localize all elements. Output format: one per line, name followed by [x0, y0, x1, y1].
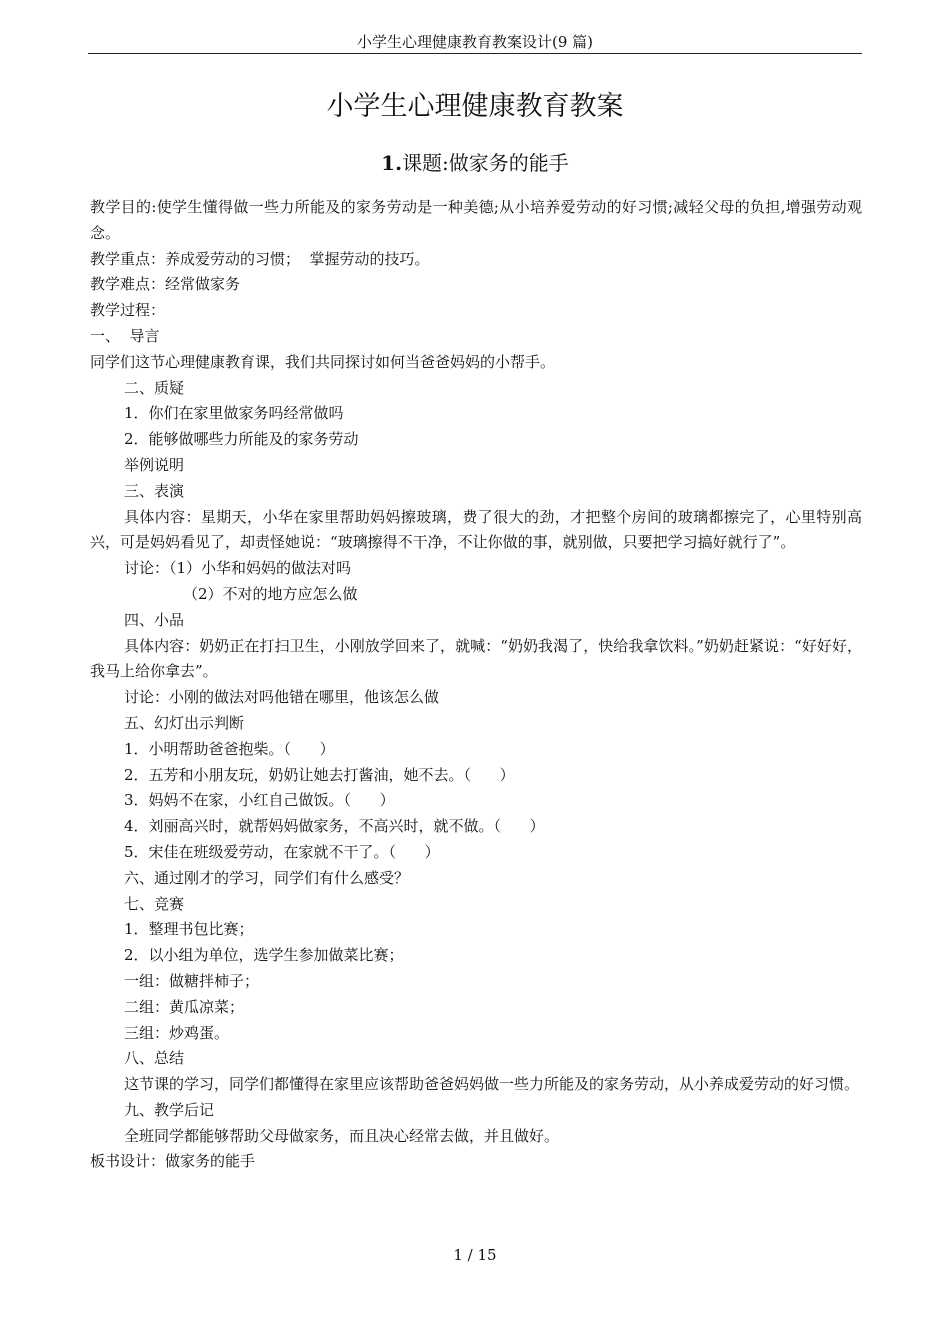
paragraph: 九、教学后记	[124, 1100, 215, 1119]
paragraph: 这节课的学习，同学们都懂得在家里应该帮助爸爸妈妈做一些力所能及的家务劳动，从小养成爱劳动的好习惯。	[124, 1075, 860, 1094]
paragraph: 四、小品	[124, 610, 185, 629]
paragraph: 5．宋佳在班级爱劳动，在家就不干了。（ ）	[124, 842, 440, 861]
paragraph: 一、 导言	[90, 326, 160, 345]
paragraph: 七、竞赛	[124, 894, 185, 913]
document-title: 小学生心理健康教育教案	[326, 91, 624, 122]
paragraph: 1．小明帮助爸爸抱柴。（ ）	[124, 739, 335, 758]
paragraph: （2）不对的地方应怎么做	[183, 584, 358, 603]
paragraph: 八、总结	[124, 1049, 185, 1068]
lesson-title-text: 课题:做家务的能手	[402, 151, 569, 175]
lesson-title	[0, 150, 950, 176]
paragraph: 2．以小组为单位，选学生参加做菜比赛；	[124, 946, 404, 965]
paragraph: 全班同学都能够帮助父母做家务，而且决心经常去做，并且做好。	[124, 1126, 560, 1145]
paragraph: 六、通过刚才的学习，同学们有什么感受？	[124, 868, 410, 887]
paragraph: 板书设计：做家务的能手	[90, 1152, 256, 1171]
paragraph: 具体内容：星期天，小华在家里帮助妈妈擦玻璃，费了很大的劲，才把整个房间的玻璃都擦完了，心里特别高兴，可是妈妈看见了，却责怪她说：“玻璃擦得不干净，不让你做的事，就别做，只要把学习搞好就行了”。	[90, 507, 862, 552]
paragraph: 讨论：小刚的做法对吗他错在哪里，他该怎么做	[124, 688, 440, 707]
paragraph: 1．你们在家里做家务吗经常做吗	[124, 404, 344, 423]
paragraph: 二、质疑	[124, 378, 185, 397]
paragraph: 2．五芳和小朋友玩，奶奶让她去打酱油，她不去。（ ）	[124, 765, 515, 784]
paragraph: 三、表演	[124, 481, 185, 500]
paragraph: 2．能够做哪些力所能及的家务劳动	[124, 430, 359, 449]
paragraph: 教学难点：经常做家务	[90, 275, 241, 294]
running-header: 小学生心理健康教育教案设计(9 篇)	[356, 33, 594, 51]
paragraph: 三组：炒鸡蛋。	[124, 1023, 230, 1042]
paragraph: 同学们这节心理健康教育课，我们共同探讨如何当爸爸妈妈的小帮手。	[90, 352, 556, 371]
paragraph: 3．妈妈不在家，小红自己做饭。（ ）	[124, 791, 395, 810]
paragraph: 五、幻灯出示判断	[124, 713, 245, 732]
header-rule	[88, 53, 862, 54]
paragraph: 举例说明	[124, 455, 185, 474]
lesson-body	[90, 195, 862, 1175]
page-indicator: 1 / 15	[453, 1246, 497, 1264]
paragraph: 教学过程：	[90, 301, 166, 320]
paragraph: 一组：做糖拌柿子；	[124, 971, 260, 990]
paragraph: 教学目的:使学生懂得做一些力所能及的家务劳动是一种美德;从小培养爱劳动的好习惯;减轻父母的负担,增强劳动观念。	[90, 198, 862, 242]
paragraph: 二组：黄瓜凉菜；	[124, 997, 245, 1016]
paragraph: 教学重点：养成爱劳动的习惯； 掌握劳动的技巧。	[90, 249, 430, 268]
paragraph: 具体内容：奶奶正在打扫卫生，小刚放学回来了，就喊：“奶奶我渴了，快给我拿饮料。”奶奶赶紧说：“好好好，我马上给你拿去”。	[90, 636, 862, 681]
lesson-number: 1.	[381, 151, 403, 175]
paragraph: 讨论：（1）小华和妈妈的做法对吗	[124, 559, 352, 578]
paragraph: 1．整理书包比赛；	[124, 920, 254, 939]
paragraph: 4．刘丽高兴时，就帮妈妈做家务，不高兴时，就不做。（ ）	[124, 817, 545, 836]
